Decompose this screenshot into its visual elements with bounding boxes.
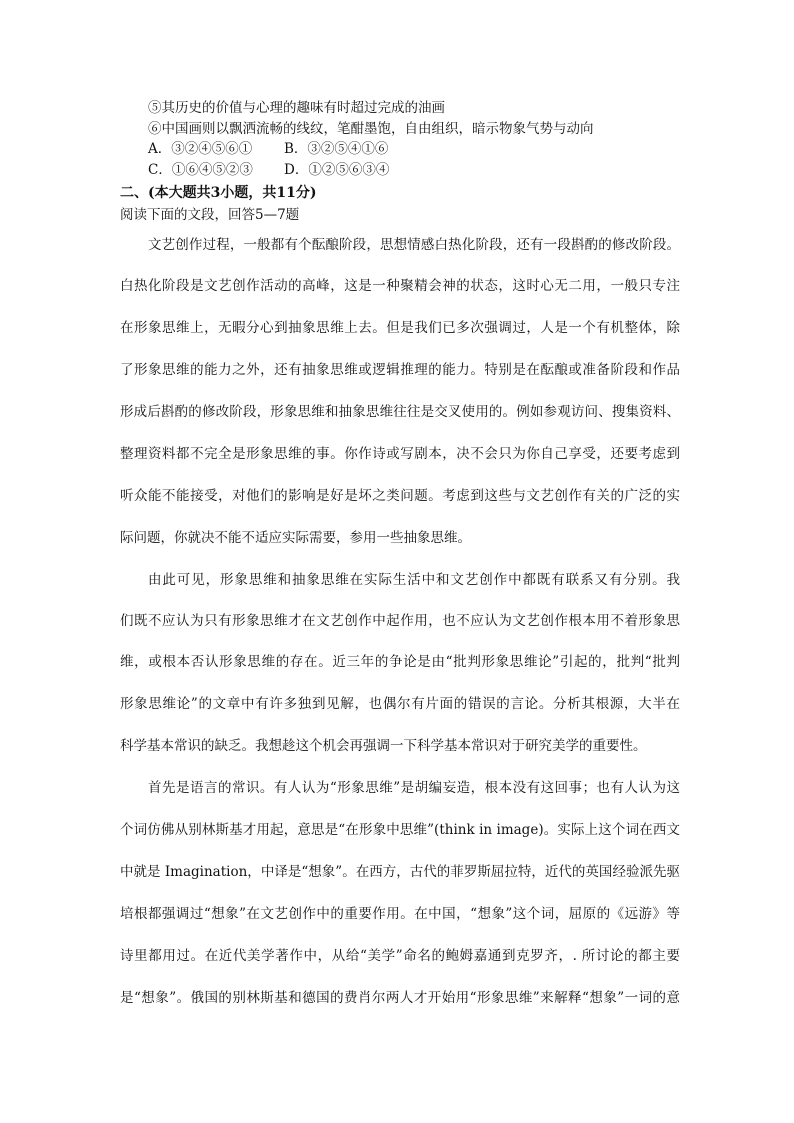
passage-line: 由此可见，形象思维和抽象思维在实际生活中和文艺创作中都既有联系又有分别。我 [148, 572, 680, 588]
passage-line: 中就是 Imagination，中译是“想象”。在西方，古代的菲罗斯屈拉特，近代的英国经验派先驱 [120, 864, 680, 880]
passage-line: 诗里都用过。在近代美学著作中，从给“美学”命名的鲍姆嘉通到克罗齐，. 所讨论的都主要 [120, 948, 680, 964]
passage-line: 了形象思维的能力之外，还有抽象思维或逻辑推理的能力。特别是在酝酿或准备阶段和作品 [120, 362, 680, 378]
section-instruction: 阅读下面的文段，回答5—7题 [120, 207, 300, 223]
passage-line: 形象思维论”的文章中有许多独到见解，也偶尔有片面的错误的言论。分析其根源，大半在 [120, 696, 680, 712]
passage-line: 文艺创作过程，一般都有个酝酿阶段，思想情感白热化阶段，还有一段斟酌的修改阶段。 [148, 237, 680, 253]
choice-a: A．③②④⑤⑥① [148, 141, 253, 157]
passage-line: 科学基本常识的缺乏。我想趁这个机会再强调一下科学基本常识对于研究美学的重要性。 [120, 738, 647, 754]
passage-line: 维，或根本否认形象思维的存在。近三年的争论是由“批判形象思维论”引起的，批判“批判 [120, 654, 680, 670]
choice-d: D．①②⑤⑥③④ [284, 162, 390, 178]
option-5: ⑤其历史的价值与心理的趣味有时超过完成的油画 [148, 100, 445, 116]
choice-b: B．③②⑤④①⑥ [284, 141, 389, 157]
choice-c: C．①⑥④⑤②③ [148, 162, 253, 178]
passage-line: 白热化阶段是文艺创作活动的高峰，这是一种聚精会神的状态，这时心无二用，一般只专注 [120, 278, 680, 294]
passage-line: 们既不应认为只有形象思维才在文艺创作中起作用，也不应认为文艺创作根本用不着形象思 [120, 613, 680, 629]
passage-line: 整理资料都不完全是形象思维的事。你作诗或写剧本，决不会只为你自己享受，还要考虑到 [120, 446, 680, 462]
section-heading: 二、(本大题共3小题，共11分) [120, 185, 317, 201]
passage-line: 际问题，你就决不能不适应实际需要，参用一些抽象思维。 [120, 530, 471, 546]
passage-line: 是“想象”。俄国的别林斯基和德国的费肖尔两人才开始用“形象思维”来解释“想象”一词的意 [120, 990, 680, 1006]
passage-line: 在形象思维上，无暇分心到抽象思维上去。但是我们已多次强调过，人是一个有机整体，除 [120, 320, 680, 336]
passage-line: 培根都强调过“想象”在文艺创作中的重要作用。在中国，“想象”这个词，屈原的《远游》等 [120, 906, 680, 922]
passage-line: 首先是语言的常识。有人认为“形象思维”是胡编妄造，根本没有这回事；也有人认为这 [148, 780, 680, 796]
passage-line: 形成后斟酌的修改阶段，形象思维和抽象思维往往是交叉使用的。例如参观访问、搜集资料、 [120, 404, 680, 420]
passage-line: 听众能不能接受，对他们的影响是好是坏之类问题。考虑到这些与文艺创作有关的广泛的实 [120, 488, 680, 504]
option-6: ⑥中国画则以飘洒流畅的线纹，笔酣墨饱，自由组织，暗示物象气势与动向 [148, 121, 594, 137]
passage-line: 个词仿佛从别林斯基才用起，意思是“在形象中思维”(think in image)。实际上这个词在西文 [120, 822, 680, 838]
